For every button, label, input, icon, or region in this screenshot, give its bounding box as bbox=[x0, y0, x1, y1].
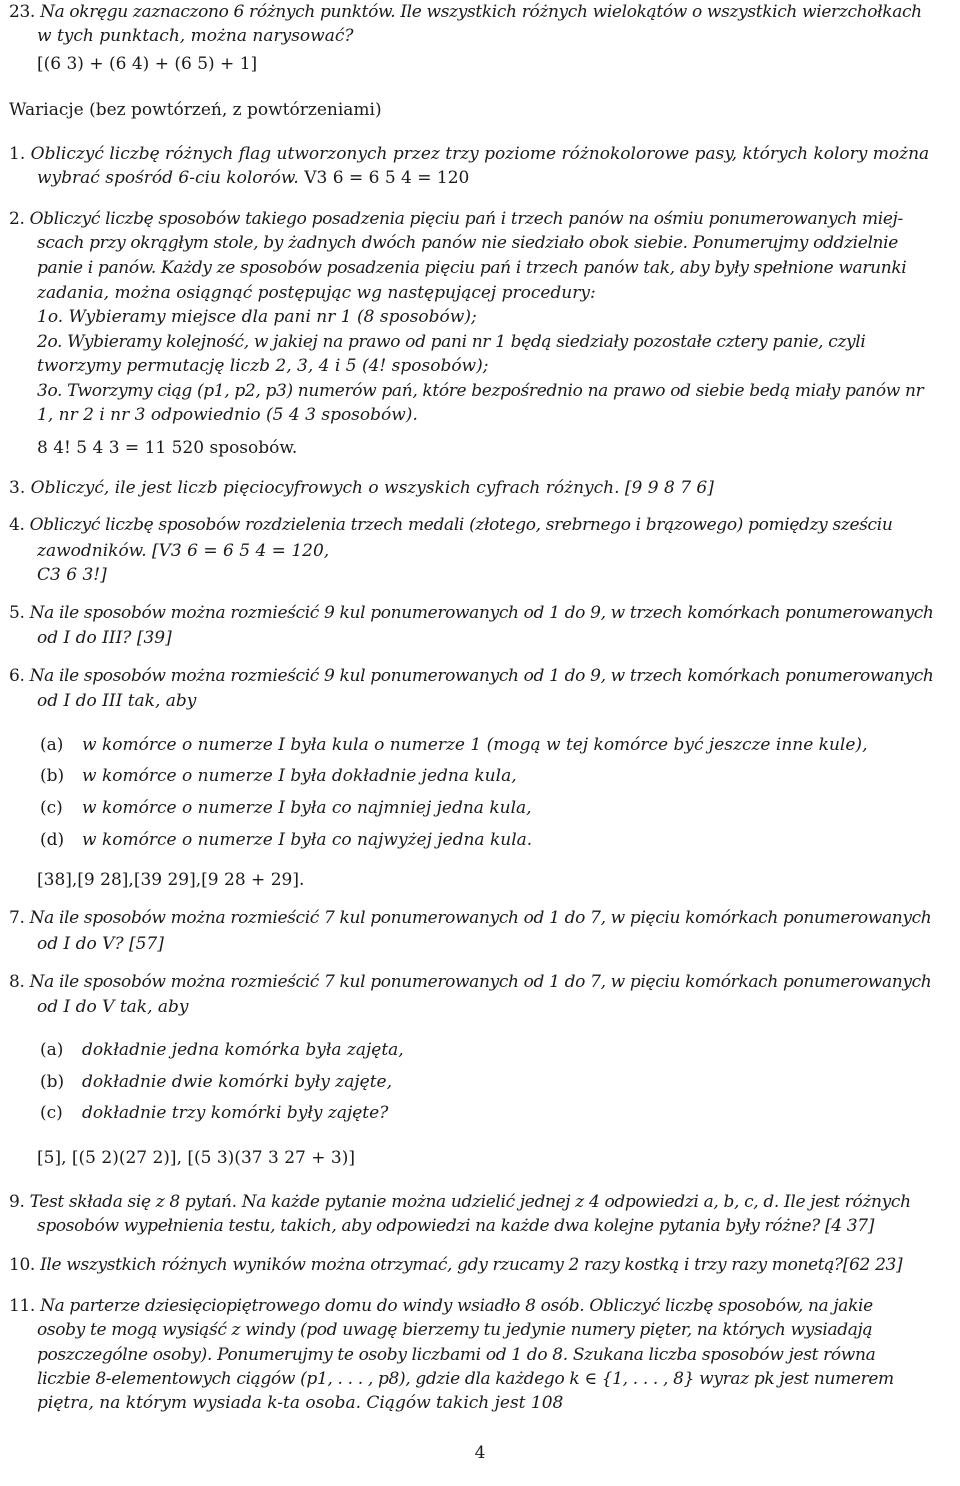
problem-text: Ile wszystkich różnych wyników można otrzymać, gdy rzucamy 2 razy kostką i trzy razy monetą?[62 23] bbox=[40, 1255, 903, 1275]
problem-6-item-a bbox=[40, 733, 950, 758]
problem-number: 9. bbox=[9, 1192, 25, 1212]
item-label: (b) bbox=[40, 766, 65, 786]
problem-2-step-1: 1o. Wybieramy miejsce dla pani nr 1 (8 sposobów); bbox=[37, 307, 477, 327]
problem-8-item-b bbox=[40, 1070, 950, 1095]
problem-1 bbox=[9, 142, 959, 167]
item-label: (b) bbox=[40, 1072, 65, 1092]
problem-7 bbox=[9, 906, 959, 931]
item-text: dokładnie dwie komórki były zajęte, bbox=[82, 1072, 393, 1092]
problem-6-item-d bbox=[40, 828, 950, 853]
problem-8-item-c bbox=[40, 1101, 950, 1126]
problem-11-line: piętra, na którym wysiada k-ta osoba. Ciągów takich jest 108 bbox=[37, 1393, 564, 1413]
item-text: w komórce o numerze I była dokładnie jedna kula, bbox=[82, 766, 517, 786]
problem-10 bbox=[9, 1253, 959, 1278]
problem-text: Na ile sposobów można rozmieścić 7 kul ponumerowanych od 1 do 7, w pięciu komórkach ponumerowanych bbox=[29, 972, 932, 992]
problem-number: 11. bbox=[9, 1296, 35, 1316]
problem-number: 10. bbox=[9, 1255, 35, 1275]
problem-11-line: osoby te mogą wysiąść z windy (pod uwagę bierzemy tu jedynie numery pięter, na których wysiadają bbox=[37, 1320, 873, 1340]
problem-number: 5. bbox=[9, 603, 25, 623]
problem-number: 1. bbox=[9, 144, 26, 164]
problem-number: 7. bbox=[9, 908, 25, 928]
item-label: (a) bbox=[40, 735, 64, 755]
problem-2-line: scach przy okrągłym stole, by żadnych dwóch panów nie siedziało obok siebie. Ponumerujmy oddzielnie bbox=[37, 233, 898, 253]
problem-2-line: zadania, można osiągnąć postępując wg następującej procedury: bbox=[37, 283, 596, 303]
problem-4-line: zawodników. [V3 6 = 6 5 4 = 120, bbox=[37, 541, 330, 561]
problem-8 bbox=[9, 970, 959, 995]
section-heading: Wariacje (bez powtórzeń, z powtórzeniami) bbox=[9, 100, 382, 120]
problem-text: Na okręgu zaznaczono 6 różnych punktów. Ile wszystkich różnych wielokątów o wszystkich wierzchołkach bbox=[40, 2, 922, 22]
problem-answer: V3 6 = 6 5 4 = 120 bbox=[304, 168, 470, 188]
problem-text: Obliczyć liczbę sposobów rozdzielenia trzech medali (złotego, srebrnego i brązowego) pomiędzy sześciu bbox=[29, 515, 893, 535]
problem-2 bbox=[9, 207, 959, 232]
problem-text: Na parterze dziesięciopiętrowego domu do windy wsiadło 8 osób. Obliczyć liczbę sposobów, na jakie bbox=[40, 1296, 873, 1316]
problem-6-line: od I do III tak, aby bbox=[37, 691, 197, 711]
problem-1-line-2 bbox=[9, 166, 960, 191]
item-text: w komórce o numerze I była co najwyżej jedna kula. bbox=[82, 830, 533, 850]
problem-4-line: C3 6 3!] bbox=[37, 565, 107, 585]
problem-6-item-b bbox=[40, 764, 950, 789]
problem-text: wybrać spośród 6-ciu kolorów. bbox=[37, 168, 299, 188]
problem-2-line: panie i panów. Każdy ze sposobów posadzenia pięciu pań i trzech panów tak, aby były spełnione warunki bbox=[37, 258, 907, 278]
item-text: w komórce o numerze I była kula o numerze 1 (mogą w tej komórce być jeszcze inne kule), bbox=[82, 735, 868, 755]
problem-7-line: od I do V? [57] bbox=[37, 934, 164, 954]
item-label: (d) bbox=[40, 830, 65, 850]
problem-11-line: liczbie 8-elementowych ciągów (p1, . . . , p8), gdzie dla każdego k ∈ {1, . . . , 8} wyraz pk jest numerem bbox=[37, 1369, 894, 1389]
problem-number: 23. bbox=[9, 2, 35, 22]
problem-3 bbox=[9, 476, 959, 501]
item-label: (c) bbox=[40, 798, 63, 818]
problem-5-line: od I do III? [39] bbox=[37, 628, 172, 648]
item-text: w komórce o numerze I była co najmniej jedna kula, bbox=[82, 798, 532, 818]
problem-23-line-2: w tych punktach, można narysować? bbox=[37, 26, 354, 46]
problem-number: 8. bbox=[9, 972, 25, 992]
problem-2-line: 1, nr 2 i nr 3 odpowiednio (5 4 3 sposobów). bbox=[37, 405, 418, 425]
problem-2-step-3: 3o. Tworzymy ciąg (p1, p2, p3) numerów pań, które bezpośrednio na prawo od siebie bedą miały panów nr bbox=[37, 381, 924, 401]
problem-number: 6. bbox=[9, 666, 25, 686]
problem-8-item-a bbox=[40, 1038, 950, 1063]
item-text: dokładnie trzy komórki były zajęte? bbox=[82, 1103, 389, 1123]
problem-6-answer: [38],[9 28],[39 29],[9 28 + 29]. bbox=[37, 870, 305, 890]
problem-6-item-c bbox=[40, 796, 950, 821]
problem-text: Na ile sposobów można rozmieścić 9 kul ponumerowanych od 1 do 9, w trzech komórkach ponumerowanych bbox=[29, 603, 934, 623]
page-number: 4 bbox=[474, 1443, 486, 1463]
problem-text: Na ile sposobów można rozmieścić 7 kul ponumerowanych od 1 do 7, w pięciu komórkach ponumerowanych bbox=[29, 908, 932, 928]
problem-23-answer: [(6 3) + (6 4) + (6 5) + 1] bbox=[37, 54, 258, 74]
problem-text: Obliczyć liczbę różnych flag utworzonych przez trzy poziome różnokolorowe pasy, których kolory można bbox=[30, 144, 930, 164]
problem-23 bbox=[9, 0, 959, 25]
problem-2-step-2: 2o. Wybieramy kolejność, w jakiej na prawo od pani nr 1 będą siedziały pozostałe cztery panie, czyli bbox=[37, 332, 866, 352]
problem-text: Na ile sposobów można rozmieścić 9 kul ponumerowanych od 1 do 9, w trzech komórkach ponumerowanych bbox=[29, 666, 934, 686]
problem-number: 4. bbox=[9, 515, 25, 535]
problem-11-line: poszczególne osoby). Ponumerujmy te osoby liczbami od 1 do 8. Szukana liczba sposobów jest równa bbox=[37, 1345, 876, 1365]
problem-9 bbox=[9, 1190, 959, 1215]
problem-text: Test składa się z 8 pytań. Na każde pytanie można udzielić jednej z 4 odpowiedzi a, b, c, d. Ile jest różnych bbox=[29, 1192, 911, 1212]
problem-5 bbox=[9, 601, 959, 626]
problem-text: Obliczyć liczbę sposobów takiego posadzenia pięciu pań i trzech panów na ośmiu ponumerowanych miej- bbox=[29, 209, 903, 229]
problem-4 bbox=[9, 513, 959, 538]
problem-8-line: od I do V tak, aby bbox=[37, 997, 189, 1017]
problem-2-answer: 8 4! 5 4 3 = 11 520 sposobów. bbox=[37, 438, 298, 458]
item-label: (a) bbox=[40, 1040, 64, 1060]
problem-number: 3. bbox=[9, 478, 26, 498]
problem-6 bbox=[9, 664, 959, 689]
problem-9-line: sposobów wypełnienia testu, takich, aby odpowiedzi na każde dwa kolejne pytania były różne? [4 37] bbox=[37, 1216, 874, 1236]
item-label: (c) bbox=[40, 1103, 63, 1123]
problem-2-line: tworzymy permutację liczb 2, 3, 4 i 5 (4! sposobów); bbox=[37, 356, 489, 376]
item-text: dokładnie jedna komórka była zajęta, bbox=[82, 1040, 404, 1060]
problem-11 bbox=[9, 1294, 959, 1319]
problem-text: Obliczyć, ile jest liczb pięciocyfrowych o wszyskich cyfrach różnych. [9 9 8 7 6] bbox=[30, 478, 714, 498]
problem-8-answer: [5], [(5 2)(27 2)], [(5 3)(37 3 27 + 3)] bbox=[37, 1148, 355, 1168]
problem-number: 2. bbox=[9, 209, 25, 229]
